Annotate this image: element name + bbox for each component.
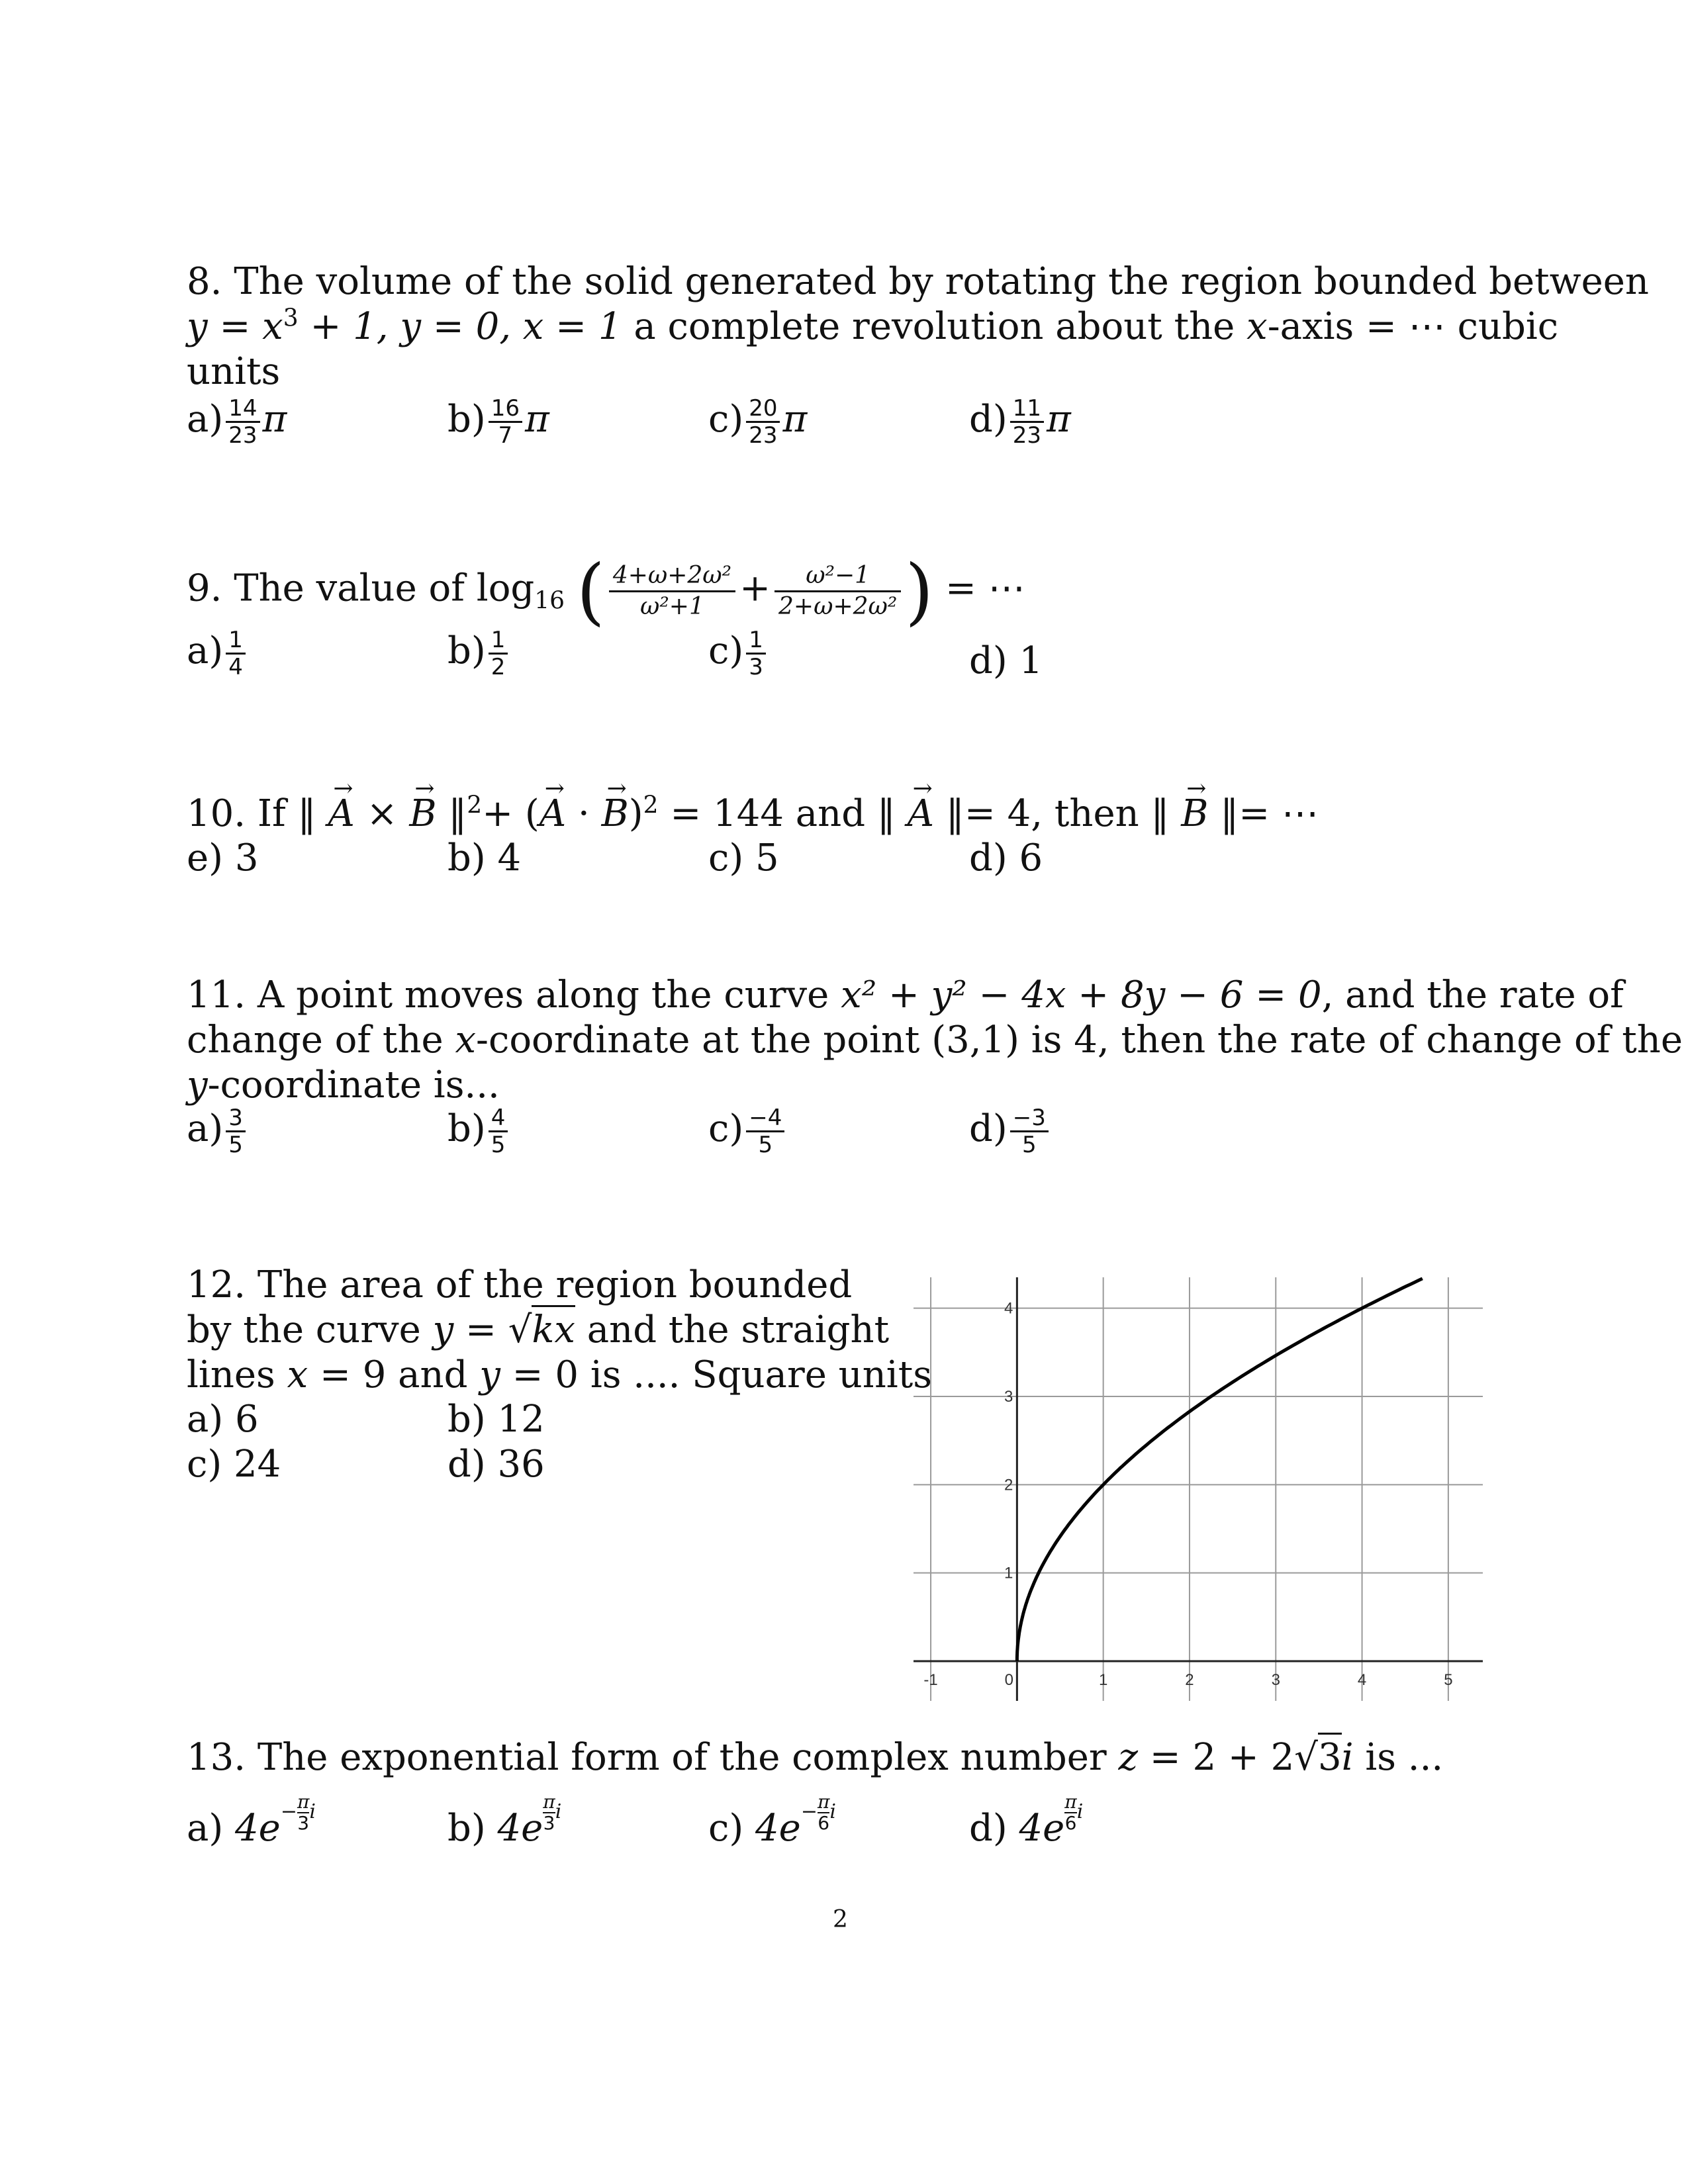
y-tick-labels	[1004, 1300, 1013, 1582]
option-8c[interactable]: c) $\frac{20}{23}$ π	[708, 395, 808, 449]
option-8d[interactable]: d) $\frac{11}{23}$ π	[969, 395, 1071, 449]
option-9a[interactable]: a) $\frac{1}{4}$	[187, 627, 248, 680]
x-tick-label-3: 3	[1271, 1671, 1280, 1689]
question-10: 10. If ‖ → A × → B ‖$^2$+ (→ A · → B)$^2$ = 144 and ‖ → A ‖= 4, then ‖ → B ‖= ⋯	[187, 792, 1319, 837]
y-tick-label-4: 4	[1004, 1299, 1013, 1318]
y-tick-label-3: 3	[1004, 1388, 1013, 1406]
vector-a: → A	[328, 792, 354, 837]
x-tick-label-0: 0	[1004, 1671, 1014, 1689]
question-11: 11. A point moves along the curve x² + y² − 4x + 8y − 6 = 0, and the rate of change of the x-coordinate at the point (3,1) is 4, then the rate of change of the y-coordinate is...	[187, 974, 1683, 1107]
x-tick-label-5: 5	[1444, 1671, 1453, 1689]
option-8a[interactable]: a) $\frac{14}{23}$ π	[187, 395, 287, 449]
x-tick-label-2: 2	[1185, 1671, 1194, 1689]
close-paren: )	[905, 549, 934, 633]
x-tick-label-4: 4	[1357, 1671, 1367, 1689]
page-number: 2	[833, 1906, 848, 1933]
question-13: 13. The exponential form of the complex number z = 2 + 2√3i is ...	[187, 1735, 1443, 1780]
x-tick-label--1: -1	[923, 1671, 938, 1689]
option-11c[interactable]: c) $\frac{-4}{5}$	[708, 1105, 787, 1158]
sqrt-curve-graph	[914, 1277, 1483, 1701]
option-11b[interactable]: b) $\frac{4}{5}$	[447, 1105, 510, 1158]
option-13d[interactable]: d) 4e $\frac{\pi}{6}$ i	[969, 1791, 1084, 1850]
vector-b: → B	[409, 792, 436, 837]
x-tick-labels	[923, 1671, 1452, 1689]
x-tick-label-1: 1	[1098, 1671, 1108, 1689]
option-9c[interactable]: c) $\frac{1}{3}$	[708, 627, 769, 680]
grid-horizontal-lines	[914, 1308, 1483, 1573]
option-8b[interactable]: b) $\frac{16}{7}$ π	[447, 395, 549, 449]
option-10e[interactable]: e) 3	[187, 837, 259, 880]
option-10c[interactable]: c) 5	[708, 837, 779, 880]
option-12b[interactable]: b) 12	[447, 1398, 545, 1441]
option-9d[interactable]: d) 1	[969, 639, 1043, 682]
fraction-2: $\frac{\text{ω²−1}}{\text{2+ω+2ω²}}$	[774, 561, 901, 621]
option-9b[interactable]: b) $\frac{1}{2}$	[447, 627, 510, 680]
option-12d[interactable]: d) 36	[447, 1443, 545, 1486]
option-12a[interactable]: a) 6	[187, 1398, 259, 1441]
question-9: 9. The value of $\log_{16}$ ( $\frac{\text{4+ω+2ω²}}{\text{ω²+1}}$ + $\frac{\text{ω²−1}}{\text{2+ω+2ω²}}$ ) = ⋯	[187, 549, 1025, 633]
option-10d[interactable]: d) 6	[969, 837, 1043, 880]
option-11d[interactable]: d) $\frac{-3}{5}$	[969, 1105, 1051, 1158]
question-8-line-1: 8. The volume of the solid generated by rotating the region bounded between	[187, 260, 1649, 303]
option-11a[interactable]: a) $\frac{3}{5}$	[187, 1105, 248, 1158]
question-12: 12. The area of the region bounded by the curve y = √kx and the straight lines x = 9 and y = 0 is .... Square units	[187, 1263, 932, 1396]
question-8	[187, 259, 1649, 394]
option-13b[interactable]: b) 4e $\frac{\pi}{3}$ i	[447, 1791, 562, 1850]
fraction-1: $\frac{\text{4+ω+2ω²}}{\text{ω²+1}}$	[609, 561, 735, 621]
option-10b[interactable]: b) 4	[447, 837, 522, 880]
question-8-line-2: $y = x^3 + 1$, y = 0, x = 1 a complete revolution about the x-axis = ⋯ cubic	[187, 304, 1559, 348]
y-tick-label-1: 1	[1004, 1564, 1013, 1582]
option-13a[interactable]: a) 4e− $\frac{\pi}{3}$ i	[187, 1791, 316, 1850]
open-paren: (	[576, 549, 605, 633]
option-12c[interactable]: c) 24	[187, 1443, 281, 1486]
option-13c[interactable]: c) 4e− $\frac{\pi}{6}$ i	[708, 1791, 836, 1850]
y-tick-label-2: 2	[1004, 1476, 1013, 1494]
question-8-line-3: units	[187, 350, 281, 393]
